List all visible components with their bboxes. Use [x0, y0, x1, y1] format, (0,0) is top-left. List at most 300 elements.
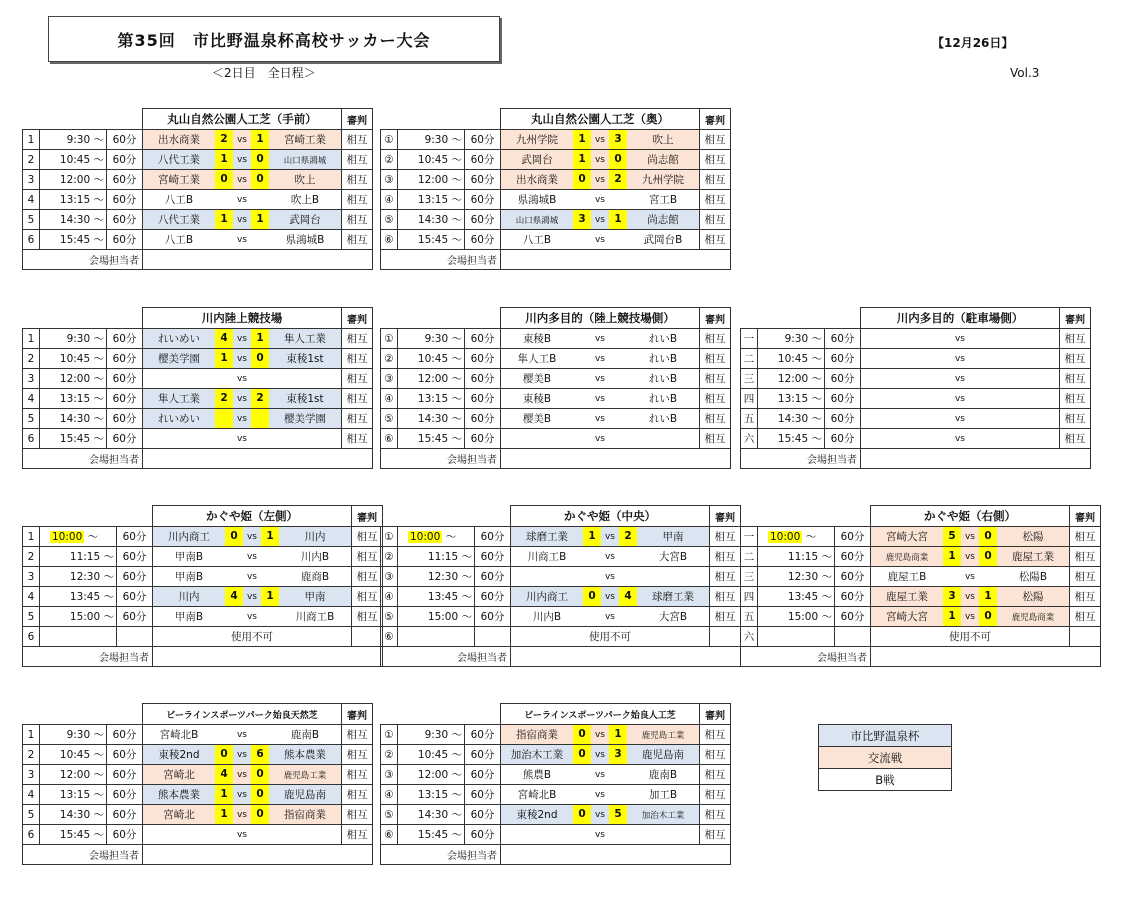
- match-time: 13:15 ～: [40, 785, 107, 805]
- match-row: [23, 527, 383, 547]
- away-score: 1: [609, 725, 627, 744]
- match-row: [23, 785, 373, 805]
- away-score: 0: [979, 607, 997, 626]
- match-cell: [501, 785, 700, 805]
- match-duration: 60分: [117, 527, 153, 547]
- vs-label: vs: [236, 214, 247, 225]
- home-team: 鹿児島商業: [885, 552, 929, 563]
- home-team: 川内: [178, 591, 200, 603]
- match-pairing: [871, 547, 1069, 566]
- home-score: [573, 825, 591, 844]
- home-team: 隼人工業: [158, 393, 200, 405]
- home-team: 熊本農業: [158, 789, 200, 801]
- home-score: [573, 765, 591, 784]
- match-row: [381, 725, 731, 745]
- referee-cell: 相互: [700, 389, 731, 409]
- tilde-mark: ～: [442, 531, 457, 543]
- match-pairing: [143, 130, 341, 149]
- vs-label: vs: [236, 333, 247, 344]
- away-team: 武岡台B: [643, 234, 683, 246]
- home-team: 宮崎大宮: [886, 611, 928, 623]
- match-time: 14:30 ～: [40, 805, 107, 825]
- away-score: [609, 349, 627, 368]
- match-time: 12:00 ～: [40, 369, 107, 389]
- match-row: [23, 150, 373, 170]
- match-pairing: [501, 170, 699, 189]
- match-pairing: [861, 409, 1059, 428]
- referee-cell: 相互: [700, 805, 731, 825]
- schedule-table: [740, 307, 1091, 469]
- judge-header: 審判: [1070, 506, 1101, 527]
- match-cell: [143, 190, 342, 210]
- home-score: 0: [225, 527, 243, 546]
- match-number: 1: [23, 725, 40, 745]
- home-score: 1: [943, 547, 961, 566]
- match-number: 一: [741, 527, 758, 547]
- referee-cell: 相互: [342, 745, 373, 765]
- page-title: 第35回 市比野温泉杯高校サッカー大会: [48, 16, 500, 62]
- table-header-row: [381, 308, 731, 329]
- match-time: [758, 527, 835, 547]
- home-team: 東稜2nd: [516, 809, 558, 821]
- match-pairing: [143, 150, 341, 169]
- home-score: [215, 429, 233, 448]
- referee-cell: 相互: [1060, 349, 1091, 369]
- match-cell: [861, 389, 1060, 409]
- match-number: 五: [741, 607, 758, 627]
- staff-row: [23, 845, 373, 865]
- match-duration: 60分: [107, 349, 143, 369]
- match-row: [381, 329, 731, 349]
- away-score: 6: [251, 745, 269, 764]
- match-cell: [153, 527, 352, 547]
- away-team: 大宮B: [658, 551, 688, 563]
- judge-header: 審判: [700, 704, 731, 725]
- match-cell: [143, 825, 342, 845]
- home-team: 熊農B: [522, 769, 552, 781]
- judge-header: 審判: [700, 109, 731, 130]
- match-duration: 60分: [107, 329, 143, 349]
- match-duration: 60分: [465, 150, 501, 170]
- table-header-row: [381, 506, 741, 527]
- match-number: ⑤: [381, 607, 398, 627]
- match-row: [23, 210, 373, 230]
- referee-cell: 相互: [1060, 389, 1091, 409]
- match-time: 15:45 ～: [758, 429, 825, 449]
- home-team: 樱美学園: [158, 353, 200, 365]
- schedule-table: [380, 108, 731, 270]
- home-score: 0: [583, 587, 601, 606]
- referee-cell: 相互: [700, 825, 731, 845]
- home-score: [573, 389, 591, 408]
- away-team: 加工B: [648, 789, 678, 801]
- match-time: 13:15 ～: [758, 389, 825, 409]
- referee-cell: 相互: [700, 210, 731, 230]
- referee-cell: 相互: [1070, 547, 1101, 567]
- match-number: ①: [381, 527, 398, 547]
- home-score: 3: [943, 587, 961, 606]
- match-row: [23, 607, 383, 627]
- away-team: 鹿児島南: [284, 789, 326, 801]
- vs-label: vs: [236, 413, 247, 424]
- match-number: 6: [23, 627, 40, 647]
- match-pairing: [143, 170, 341, 189]
- match-duration: 60分: [825, 349, 861, 369]
- table-header-row: [23, 704, 373, 725]
- vs-label: vs: [236, 769, 247, 780]
- away-team: 県鴻城B: [285, 234, 325, 246]
- staff-label: 会場担当者: [23, 449, 143, 469]
- match-duration: 60分: [107, 805, 143, 825]
- match-pairing: [501, 190, 699, 209]
- staff-label: 会場担当者: [23, 845, 143, 865]
- match-cell: [143, 785, 342, 805]
- match-row: [381, 547, 741, 567]
- match-duration: 60分: [465, 349, 501, 369]
- match-pairing: [153, 547, 351, 566]
- vs-label: vs: [236, 729, 247, 740]
- match-cell: [871, 587, 1070, 607]
- match-row: [23, 170, 373, 190]
- match-time: 12:00 ～: [398, 765, 465, 785]
- match-row: [23, 627, 383, 647]
- referee-cell: 相互: [342, 389, 373, 409]
- away-score: [609, 785, 627, 804]
- match-cell: [153, 587, 352, 607]
- match-row: [23, 349, 373, 369]
- match-row: [381, 190, 731, 210]
- referee-cell: 相互: [710, 567, 741, 587]
- match-number: 5: [23, 409, 40, 429]
- vs-label: vs: [594, 393, 605, 404]
- match-number: ⑥: [381, 429, 398, 449]
- match-duration: 60分: [107, 130, 143, 150]
- schedule-table: [380, 307, 731, 469]
- venue-unavailable-note: 使用不可: [589, 631, 631, 643]
- match-number: 6: [23, 429, 40, 449]
- vs-label: vs: [246, 551, 257, 562]
- home-team: 甲南B: [174, 611, 204, 623]
- match-time: 12:00 ～: [398, 369, 465, 389]
- away-team: 武岡台: [289, 214, 321, 226]
- away-team: 指宿商業: [284, 809, 326, 821]
- match-time: 12:30 ～: [40, 567, 117, 587]
- match-row: [23, 130, 373, 150]
- match-time: [40, 627, 117, 647]
- staff-row: [381, 449, 731, 469]
- match-number: 2: [23, 150, 40, 170]
- away-score: [979, 567, 997, 586]
- match-cell: [861, 409, 1060, 429]
- match-pairing: [153, 567, 351, 586]
- match-pairing: [501, 805, 699, 824]
- match-cell: [143, 409, 342, 429]
- match-cell: [143, 389, 342, 409]
- vs-label: vs: [594, 194, 605, 205]
- match-cell: [511, 607, 710, 627]
- match-time: 11:15 ～: [398, 547, 475, 567]
- match-time: 15:45 ～: [398, 230, 465, 250]
- match-duration: 60分: [107, 190, 143, 210]
- vs-label: vs: [594, 154, 605, 165]
- match-pairing: [871, 527, 1069, 546]
- vs-label: vs: [236, 134, 247, 145]
- match-cell: [143, 765, 342, 785]
- away-team: 鹿児島南: [642, 749, 684, 761]
- away-team: れいB: [648, 373, 678, 385]
- match-time: 10:45 ～: [758, 349, 825, 369]
- match-time: 10:45 ～: [398, 349, 465, 369]
- away-score: 4: [619, 587, 637, 606]
- match-cell: [501, 170, 700, 190]
- match-duration: 60分: [835, 547, 871, 567]
- home-score: [225, 607, 243, 626]
- match-number: 1: [23, 329, 40, 349]
- match-pairing: [871, 607, 1069, 626]
- home-score: 1: [573, 150, 591, 169]
- home-score: 5: [943, 527, 961, 546]
- vs-label: vs: [594, 809, 605, 820]
- away-team: 甲南: [304, 591, 326, 603]
- venue-name: 丸山自然公園人工芝（奥）: [501, 109, 700, 130]
- match-number: 5: [23, 607, 40, 627]
- referee-cell: 相互: [342, 409, 373, 429]
- home-score: [933, 409, 951, 428]
- referee-cell: 相互: [700, 170, 731, 190]
- staff-value: [143, 845, 373, 865]
- vs-label: vs: [236, 829, 247, 840]
- away-score: [251, 825, 269, 844]
- match-row: [381, 765, 731, 785]
- match-row: [23, 765, 373, 785]
- match-row: [381, 607, 741, 627]
- match-duration: 60分: [107, 785, 143, 805]
- match-cell: [501, 150, 700, 170]
- match-number: ③: [381, 369, 398, 389]
- match-pairing: [511, 547, 709, 566]
- match-cell: [861, 369, 1060, 389]
- away-score: [619, 567, 637, 586]
- away-score: 3: [609, 130, 627, 149]
- home-team: 川内B: [532, 611, 562, 623]
- home-team: 鹿屋工業: [886, 591, 928, 603]
- match-number: ④: [381, 587, 398, 607]
- venue-name: かぐや姫（右側）: [871, 506, 1070, 527]
- match-number: ①: [381, 329, 398, 349]
- match-time: 9:30 ～: [398, 329, 465, 349]
- referee-cell: 相互: [352, 567, 383, 587]
- match-time: 15:45 ～: [40, 230, 107, 250]
- schedule-table: [380, 703, 731, 865]
- match-time: 13:15 ～: [40, 190, 107, 210]
- match-time: [40, 527, 117, 547]
- match-pairing: [511, 607, 709, 626]
- referee-cell: 相互: [342, 210, 373, 230]
- home-team: 指宿商業: [516, 729, 558, 741]
- away-team: 大宮B: [658, 611, 688, 623]
- referee-cell: 相互: [710, 527, 741, 547]
- home-team: 八代工業: [158, 214, 200, 226]
- away-score: [609, 369, 627, 388]
- away-score: [609, 389, 627, 408]
- vs-label: vs: [236, 749, 247, 760]
- match-time: 11:15 ～: [40, 547, 117, 567]
- home-score: [583, 567, 601, 586]
- match-time: 12:00 ～: [398, 170, 465, 190]
- kickoff-time-highlight: 10:00: [410, 531, 441, 543]
- home-score: 2: [215, 389, 233, 408]
- match-time: [398, 527, 475, 547]
- match-duration: 60分: [465, 785, 501, 805]
- away-team: 尚志館: [647, 214, 679, 226]
- match-row: [381, 389, 731, 409]
- home-team: 八工B: [164, 194, 194, 206]
- match-time: 12:30 ～: [398, 567, 475, 587]
- match-cell: [501, 230, 700, 250]
- match-number: 四: [741, 389, 758, 409]
- match-number: ①: [381, 725, 398, 745]
- vs-label: vs: [246, 591, 257, 602]
- match-cell: [153, 607, 352, 627]
- away-score: 1: [261, 527, 279, 546]
- vs-label: vs: [236, 789, 247, 800]
- match-pairing: [501, 389, 699, 408]
- match-row: [23, 190, 373, 210]
- home-team: 樱美B: [522, 373, 552, 385]
- match-pairing: [501, 349, 699, 368]
- match-cell: [143, 150, 342, 170]
- match-cell: [143, 210, 342, 230]
- referee-cell: 相互: [352, 607, 383, 627]
- match-row: [23, 805, 373, 825]
- legend-item-bmatch: B戦: [819, 769, 952, 791]
- match-number: 3: [23, 765, 40, 785]
- home-score: 3: [573, 210, 591, 229]
- away-score: 2: [251, 389, 269, 408]
- home-team: 甲南B: [174, 551, 204, 563]
- match-time: 10:45 ～: [398, 745, 465, 765]
- vs-label: vs: [594, 333, 605, 344]
- match-time: 9:30 ～: [40, 329, 107, 349]
- home-team: 出水商業: [516, 174, 558, 186]
- away-score: [609, 429, 627, 448]
- match-pairing: [143, 825, 341, 844]
- away-score: 2: [619, 527, 637, 546]
- referee-cell: 相互: [700, 409, 731, 429]
- match-number: 1: [23, 130, 40, 150]
- match-duration: 60分: [107, 765, 143, 785]
- away-score: 1: [251, 329, 269, 348]
- away-score: 0: [979, 547, 997, 566]
- match-row: [381, 130, 731, 150]
- match-duration: 60分: [835, 527, 871, 547]
- match-time: [398, 627, 475, 647]
- away-score: [261, 567, 279, 586]
- match-cell: [501, 745, 700, 765]
- home-score: [225, 547, 243, 566]
- match-number: 2: [23, 547, 40, 567]
- table-header-row: [23, 506, 383, 527]
- legend-item-cup: 市比野温泉杯: [819, 725, 952, 747]
- away-score: [619, 547, 637, 566]
- version-label: Vol.3: [1010, 66, 1040, 80]
- away-score: 1: [251, 210, 269, 229]
- schedule-table: [22, 307, 373, 469]
- match-pairing: [501, 745, 699, 764]
- match-row: [741, 527, 1101, 547]
- referee-cell: 相互: [352, 547, 383, 567]
- match-number: 4: [23, 389, 40, 409]
- away-score: [251, 369, 269, 388]
- referee-cell: 相互: [342, 329, 373, 349]
- match-pairing: [861, 389, 1059, 408]
- referee-cell: 相互: [700, 190, 731, 210]
- match-row: [741, 409, 1091, 429]
- match-pairing: [871, 587, 1069, 606]
- table-header-row: [741, 506, 1101, 527]
- vs-label: vs: [964, 531, 975, 542]
- match-pairing: [861, 429, 1059, 448]
- match-time: 11:15 ～: [758, 547, 835, 567]
- home-score: 4: [215, 329, 233, 348]
- away-score: 1: [251, 130, 269, 149]
- away-team: 鹿児島工業: [283, 770, 327, 781]
- home-score: [933, 369, 951, 388]
- match-time: 14:30 ～: [40, 210, 107, 230]
- vs-label: vs: [594, 829, 605, 840]
- match-number: 六: [741, 627, 758, 647]
- staff-value: [143, 250, 373, 270]
- match-duration: 60分: [825, 389, 861, 409]
- match-row: [23, 825, 373, 845]
- match-number: ④: [381, 785, 398, 805]
- staff-row: [23, 647, 383, 667]
- away-team: 松陽: [1022, 531, 1044, 543]
- staff-label: 会場担当者: [381, 845, 501, 865]
- vs-label: vs: [604, 531, 615, 542]
- vs-label: vs: [236, 234, 247, 245]
- match-row: [741, 567, 1101, 587]
- match-row: [741, 429, 1091, 449]
- match-row: [381, 210, 731, 230]
- match-cell: [153, 627, 352, 647]
- match-pairing: [143, 745, 341, 764]
- away-score: 0: [251, 150, 269, 169]
- match-cell: [511, 527, 710, 547]
- staff-row: [741, 647, 1101, 667]
- match-row: [381, 627, 741, 647]
- match-cell: [871, 627, 1070, 647]
- match-cell: [861, 329, 1060, 349]
- match-time: 9:30 ～: [40, 130, 107, 150]
- match-row: [381, 805, 731, 825]
- match-cell: [143, 329, 342, 349]
- match-number: 6: [23, 230, 40, 250]
- away-score: 0: [979, 527, 997, 546]
- match-duration: [475, 627, 511, 647]
- referee-cell: 相互: [342, 429, 373, 449]
- away-team: 鹿屋工業: [1012, 551, 1054, 563]
- away-score: [609, 329, 627, 348]
- away-team: 川内B: [300, 551, 330, 563]
- match-time: 15:45 ～: [398, 429, 465, 449]
- judge-header: 審判: [342, 109, 373, 130]
- match-pairing: [143, 409, 341, 428]
- referee-cell: 相互: [700, 230, 731, 250]
- match-number: 5: [23, 210, 40, 230]
- home-team: 東稜B: [522, 333, 552, 345]
- referee-cell: 相互: [700, 429, 731, 449]
